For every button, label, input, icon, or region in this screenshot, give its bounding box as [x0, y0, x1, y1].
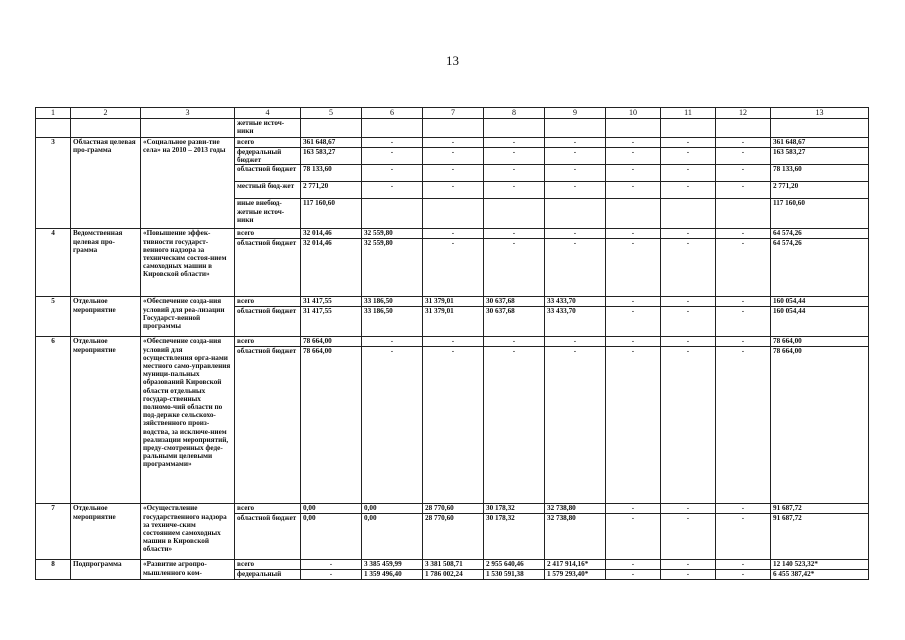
value-cell: -: [661, 560, 716, 570]
empty-cell: [484, 119, 545, 138]
value-cell: 2 417 914,16*: [545, 560, 606, 570]
column-header: 3: [141, 108, 235, 119]
value-cell: -: [423, 337, 484, 347]
value-cell: 30 178,32: [484, 504, 545, 514]
funding-source-cell: областной бюджет: [235, 307, 301, 337]
empty-cell: [423, 119, 484, 138]
budget-table: [35, 107, 869, 580]
header-row: [36, 108, 869, 119]
column-header: 7: [423, 108, 484, 119]
value-cell: [545, 199, 606, 229]
value-cell: 30 637,68: [484, 307, 545, 337]
column-header: 13: [771, 108, 869, 119]
value-cell: -: [606, 504, 661, 514]
value-cell: [661, 199, 716, 229]
value-cell: 0,00: [362, 514, 423, 560]
value-cell: -: [661, 337, 716, 347]
value-cell: -: [716, 239, 771, 297]
program-type-cell: Подпрограмма: [71, 560, 141, 580]
value-cell: 32 014,46: [301, 239, 362, 297]
value-cell: 32 559,80: [362, 239, 423, 297]
value-cell: -: [716, 182, 771, 199]
value-cell: -: [606, 229, 661, 239]
value-cell: -: [484, 337, 545, 347]
value-cell: 160 054,44: [771, 307, 869, 337]
value-cell: -: [716, 297, 771, 307]
funding-source-cell: федеральный: [235, 570, 301, 580]
value-cell: -: [423, 148, 484, 165]
value-cell: 1 530 591,38: [484, 570, 545, 580]
funding-source-cell: областной бюджет: [235, 347, 301, 504]
value-cell: -: [606, 165, 661, 182]
value-cell: -: [545, 229, 606, 239]
value-cell: 361 648,67: [301, 138, 362, 148]
funding-source-cell: областной бюджет: [235, 239, 301, 297]
column-header: 5: [301, 108, 362, 119]
row-number-cell: 7: [36, 504, 71, 560]
program-name-cell: «Обеспечение созда-ния условий для осуществления орга-нами местного само-управления муници-пальных образований Кировской области отдельных государ-ственных полномо-чий области по под-держке сельскохо-зяйственного произ-водства, за исключе-нием реализации мероприятий, преду-смотренных феде-ральными целевыми программами»: [141, 337, 235, 504]
value-cell: 78 664,00: [771, 347, 869, 504]
value-cell: 32 738,80: [545, 504, 606, 514]
column-header: 1: [36, 108, 71, 119]
value-cell: 2 771,20: [771, 182, 869, 199]
value-cell: 91 687,72: [771, 504, 869, 514]
value-cell: -: [716, 337, 771, 347]
value-cell: -: [301, 570, 362, 580]
column-header: 9: [545, 108, 606, 119]
value-cell: 163 583,27: [301, 148, 362, 165]
value-cell: -: [484, 138, 545, 148]
empty-cell: [545, 119, 606, 138]
value-cell: -: [423, 165, 484, 182]
value-cell: 0,00: [362, 504, 423, 514]
value-cell: 78 133,60: [771, 165, 869, 182]
empty-cell: [301, 119, 362, 138]
program-type-cell: Ведомственная целевая про-грамма: [71, 229, 141, 297]
funding-source-cell: областной бюджет: [235, 165, 301, 182]
value-cell: 32 559,80: [362, 229, 423, 239]
empty-cell: [362, 119, 423, 138]
value-cell: 30 178,32: [484, 514, 545, 560]
table-row: [36, 560, 869, 570]
value-cell: -: [661, 297, 716, 307]
value-cell: -: [661, 182, 716, 199]
program-type-cell: Отдельное мероприятие: [71, 504, 141, 560]
funding-source-cell: всего: [235, 504, 301, 514]
value-cell: 78 664,00: [301, 347, 362, 504]
table-row: [36, 229, 869, 239]
funding-source-cell: федеральный бюджет: [235, 148, 301, 165]
value-cell: 3 381 508,71: [423, 560, 484, 570]
value-cell: -: [716, 570, 771, 580]
value-cell: -: [606, 347, 661, 504]
value-cell: 31 379,01: [423, 297, 484, 307]
value-cell: -: [661, 148, 716, 165]
value-cell: -: [362, 337, 423, 347]
value-cell: -: [661, 138, 716, 148]
funding-source-cell: всего: [235, 560, 301, 570]
program-name-cell: «Социальное разви-тие села» на 2010 – 2013 годы: [141, 138, 235, 229]
row-number-cell: 6: [36, 337, 71, 504]
program-type-cell: Отдельное мероприятие: [71, 337, 141, 504]
column-header: 12: [716, 108, 771, 119]
value-cell: -: [716, 138, 771, 148]
funding-source-cell: местный бюд-жет: [235, 182, 301, 199]
value-cell: -: [545, 239, 606, 297]
row-number-cell: 8: [36, 560, 71, 580]
value-cell: -: [661, 347, 716, 504]
value-cell: -: [606, 182, 661, 199]
value-cell: 28 770,60: [423, 514, 484, 560]
table-row: [36, 297, 869, 307]
table-row: [36, 138, 869, 148]
row-number-cell: 3: [36, 138, 71, 229]
value-cell: -: [716, 165, 771, 182]
value-cell: 33 433,70: [545, 297, 606, 307]
value-cell: 2 771,20: [301, 182, 362, 199]
value-cell: -: [362, 165, 423, 182]
value-cell: [362, 199, 423, 229]
value-cell: -: [545, 138, 606, 148]
empty-cell: [606, 119, 661, 138]
funding-source-cell: всего: [235, 297, 301, 307]
program-name-cell: «Обеспечение созда-ния условий для реа-лизации Государст-венной программы: [141, 297, 235, 337]
value-cell: -: [661, 514, 716, 560]
value-cell: -: [545, 165, 606, 182]
value-cell: -: [716, 514, 771, 560]
value-cell: -: [606, 148, 661, 165]
value-cell: -: [362, 148, 423, 165]
value-cell: 64 574,26: [771, 239, 869, 297]
value-cell: -: [716, 560, 771, 570]
program-type-cell: Отдельное мероприятие: [71, 297, 141, 337]
value-cell: -: [423, 182, 484, 199]
value-cell: -: [423, 229, 484, 239]
value-cell: -: [362, 138, 423, 148]
value-cell: -: [484, 239, 545, 297]
value-cell: 117 160,60: [771, 199, 869, 229]
empty-cell: [661, 119, 716, 138]
value-cell: 78 133,60: [301, 165, 362, 182]
program-type-cell: Областная целевая про-грамма: [71, 138, 141, 229]
funding-source-cell: всего: [235, 138, 301, 148]
value-cell: -: [484, 229, 545, 239]
value-cell: 33 186,50: [362, 297, 423, 307]
value-cell: -: [484, 347, 545, 504]
value-cell: -: [545, 148, 606, 165]
empty-cell: [71, 119, 141, 138]
value-cell: -: [661, 307, 716, 337]
column-header: 4: [235, 108, 301, 119]
value-cell: -: [423, 347, 484, 504]
value-cell: -: [545, 337, 606, 347]
value-cell: -: [661, 229, 716, 239]
value-cell: -: [606, 514, 661, 560]
value-cell: 78 664,00: [771, 337, 869, 347]
value-cell: 12 140 523,32*: [771, 560, 869, 570]
empty-cell: [36, 119, 71, 138]
value-cell: 6 455 387,42*: [771, 570, 869, 580]
program-name-cell: «Повышение эффек-тивности государст-венного надзора за техническим состоя-нием самоходных машин в Кировской области»: [141, 229, 235, 297]
table-row: [36, 119, 869, 138]
value-cell: -: [716, 504, 771, 514]
value-cell: -: [423, 138, 484, 148]
value-cell: 91 687,72: [771, 514, 869, 560]
program-name-cell: «Осуществление государственного надзора за техниче-ским состоянием самоходных машин в Кировской области»: [141, 504, 235, 560]
value-cell: -: [484, 165, 545, 182]
value-cell: -: [484, 182, 545, 199]
value-cell: 0,00: [301, 514, 362, 560]
value-cell: -: [716, 229, 771, 239]
column-header: 10: [606, 108, 661, 119]
value-cell: 32 014,46: [301, 229, 362, 239]
column-header: 11: [661, 108, 716, 119]
value-cell: 28 770,60: [423, 504, 484, 514]
value-cell: -: [606, 570, 661, 580]
value-cell: -: [606, 337, 661, 347]
funding-source-cell: иные внебюд-жетные источ-ники: [235, 199, 301, 229]
value-cell: 1 786 002,24: [423, 570, 484, 580]
empty-cell: [141, 119, 235, 138]
funding-source-cell: областной бюджет: [235, 514, 301, 560]
table-row: [36, 337, 869, 347]
value-cell: -: [716, 307, 771, 337]
value-cell: -: [606, 297, 661, 307]
value-cell: 33 433,70: [545, 307, 606, 337]
value-cell: -: [661, 570, 716, 580]
value-cell: 33 186,50: [362, 307, 423, 337]
value-cell: -: [362, 347, 423, 504]
empty-cell: [716, 119, 771, 138]
program-name-cell: «Развитие агропро-мышленного ком-: [141, 560, 235, 580]
value-cell: 32 738,80: [545, 514, 606, 560]
value-cell: -: [423, 239, 484, 297]
value-cell: -: [484, 148, 545, 165]
value-cell: 1 359 496,40: [362, 570, 423, 580]
page-number: 13: [446, 53, 459, 68]
empty-cell: [771, 119, 869, 138]
value-cell: 2 955 640,46: [484, 560, 545, 570]
value-cell: 3 385 459,99: [362, 560, 423, 570]
value-cell: -: [661, 239, 716, 297]
funding-source-cell: всего: [235, 337, 301, 347]
value-cell: 160 054,44: [771, 297, 869, 307]
column-header: 6: [362, 108, 423, 119]
value-cell: 64 574,26: [771, 229, 869, 239]
value-cell: 163 583,27: [771, 148, 869, 165]
table-row: [36, 504, 869, 514]
value-cell: 31 379,01: [423, 307, 484, 337]
column-header: 2: [71, 108, 141, 119]
value-cell: -: [606, 560, 661, 570]
value-cell: -: [661, 504, 716, 514]
value-cell: 31 417,55: [301, 297, 362, 307]
value-cell: 117 160,60: [301, 199, 362, 229]
funding-source-cell: жетные источ-ники: [235, 119, 301, 138]
value-cell: -: [545, 182, 606, 199]
value-cell: -: [716, 148, 771, 165]
value-cell: -: [362, 182, 423, 199]
value-cell: 78 664,00: [301, 337, 362, 347]
value-cell: [423, 199, 484, 229]
value-cell: -: [716, 347, 771, 504]
value-cell: -: [606, 138, 661, 148]
value-cell: -: [606, 239, 661, 297]
value-cell: [606, 199, 661, 229]
value-cell: 30 637,68: [484, 297, 545, 307]
column-header: 8: [484, 108, 545, 119]
value-cell: 1 579 293,40*: [545, 570, 606, 580]
row-number-cell: 4: [36, 229, 71, 297]
value-cell: -: [606, 307, 661, 337]
value-cell: -: [661, 165, 716, 182]
value-cell: 361 648,67: [771, 138, 869, 148]
value-cell: -: [301, 560, 362, 570]
value-cell: -: [545, 347, 606, 504]
value-cell: [716, 199, 771, 229]
row-number-cell: 5: [36, 297, 71, 337]
value-cell: 31 417,55: [301, 307, 362, 337]
funding-source-cell: всего: [235, 229, 301, 239]
value-cell: 0,00: [301, 504, 362, 514]
value-cell: [484, 199, 545, 229]
